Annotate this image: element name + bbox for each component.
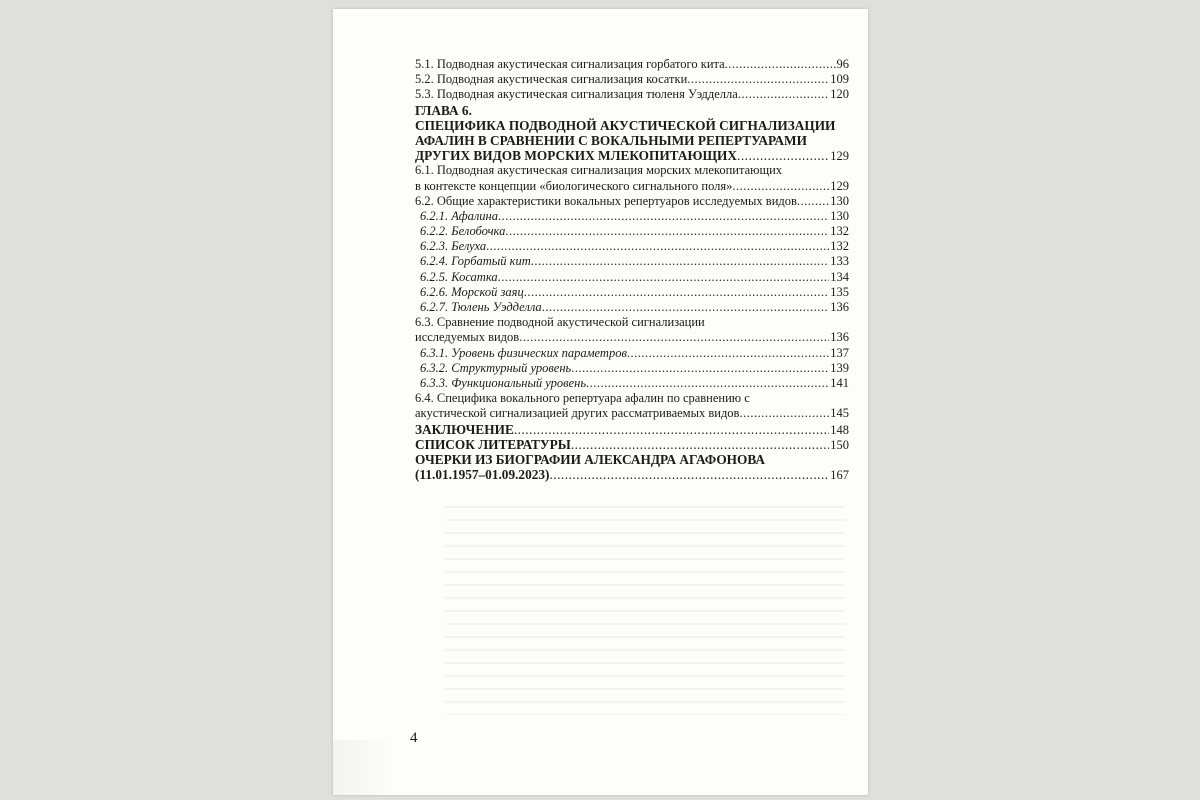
toc-dot-leader [739,406,829,421]
toc-dot-leader [627,346,829,361]
toc-entry-page: 120 [830,87,849,102]
toc-entry-line: 6.3. Сравнение подводной акустической сигнализации [415,315,705,330]
toc-entry [415,270,849,285]
page-edge-shadow [333,740,393,795]
chapter-heading-line: СПЕЦИФИКА ПОДВОДНОЙ АКУСТИЧЕСКОЙ СИГНАЛИЗАЦИИ [415,117,836,133]
toc-dot-leader [498,270,830,285]
toc-entry [415,254,849,269]
toc-dot-leader [738,87,829,102]
toc-entry [415,148,849,163]
toc-entry [415,209,849,224]
toc-entry-title: 6.2.6. Морской заяц [420,284,524,299]
toc-entry [415,239,849,254]
toc-entry-page: 96 [836,57,849,71]
toc-dot-leader [542,300,830,315]
toc-entry-title: 5.3. Подводная акустическая сигнализация тюленя Уэдделла [415,87,738,102]
toc-entry-title: (11.01.1957–01.09.2023) [415,467,550,483]
toc-dot-leader [486,239,829,254]
toc-entry [415,467,849,482]
toc-entry-page: 129 [830,149,849,164]
toc-entry-title: 6.2.7. Тюлень Уэдделла [420,300,542,314]
toc-entry-title: 6.2.4. Горбатый кит [420,254,531,269]
toc-dot-leader [519,330,829,345]
chapter-heading-line: ГЛАВА 6. [415,102,472,118]
toc-entry [415,194,849,209]
toc-entry-title: ЗАКЛЮЧЕНИЕ [415,421,514,437]
toc-dot-leader [737,148,829,163]
toc-entry [415,300,849,315]
toc-entry-page: 132 [830,224,849,239]
bleed-through-text [445,495,845,715]
toc-dot-leader [531,254,830,269]
toc-entry [415,361,849,376]
toc-entry-title: 6.2. Общие характеристики вокальных репертуаров исследуемых видов [415,193,797,208]
toc-entry-title: ДРУГИХ ВИДОВ МОРСКИХ МЛЕКОПИТАЮЩИХ [415,148,738,164]
toc-dot-leader [505,224,829,239]
toc-entry [415,330,849,345]
toc-entry-title: 5.1. Подводная акустическая сигнализация горбатого кита [415,57,725,71]
toc-entry [415,57,849,72]
toc-entry [415,72,849,87]
toc-dot-leader [524,285,830,300]
toc-entry-title: 6.2.2. Белобочка [420,224,506,239]
toc-entry-page: 139 [830,360,849,375]
toc-entry-page: 145 [830,406,849,421]
toc-entry-page: 109 [830,72,849,87]
toc-entry [415,224,849,239]
toc-entry-title: 6.2.3. Белуха [420,239,487,254]
toc-entry-title: 6.2.5. Косатка [420,269,498,284]
toc-entry-title: исследуемых видов [415,330,520,345]
toc-entry-page: 167 [830,468,849,483]
toc-dot-leader [571,437,829,452]
toc-entry-line: ОЧЕРКИ ИЗ БИОГРАФИИ АЛЕКСАНДРА АГАФОНОВА [415,451,766,467]
toc-dot-leader [687,72,829,87]
toc-entry-page: 133 [830,254,849,269]
toc-entry-title: 5.2. Подводная акустическая сигнализация косатки [415,72,688,87]
toc-entry-page: 135 [830,284,849,299]
toc-dot-leader [586,376,829,391]
table-of-contents [415,57,849,482]
toc-entry [415,346,849,361]
toc-entry-title: в контексте концепции «биологического сигнального поля» [415,178,733,193]
toc-entry-page: 134 [830,269,849,284]
toc-entry [415,406,849,421]
toc-entry-title: акустической сигнализацией других рассматриваемых видов [415,406,740,421]
toc-entry-page: 132 [830,239,849,254]
toc-entry-page: 129 [830,178,849,193]
toc-dot-leader [732,179,829,194]
toc-entry [415,285,849,300]
toc-entry-title: 6.3.2. Структурный уровень [420,360,572,375]
toc-entry [415,87,849,102]
chapter-heading-line: АФАЛИН В СРАВНЕНИИ С ВОКАЛЬНЫМИ РЕПЕРТУАРАМИ [415,132,807,148]
toc-entry [415,422,849,437]
toc-dot-leader [498,209,829,224]
toc-dot-leader [514,422,829,437]
toc-dot-leader [549,467,829,482]
toc-entry-line: 6.1. Подводная акустическая сигнализация морских млекопитающих [415,163,783,178]
page-number: 4 [410,730,418,746]
toc-entry-page: 130 [830,208,849,223]
toc-dot-leader [725,57,836,72]
toc-entry-line: 6.4. Специфика вокального репертуара афалин по сравнению с [415,391,750,406]
toc-entry [415,437,849,452]
toc-entry-page: 148 [830,422,849,437]
toc-entry [415,179,849,194]
toc-entry [415,376,849,391]
toc-entry-title: СПИСОК ЛИТЕРАТУРЫ [415,436,571,452]
toc-dot-leader [797,194,829,209]
toc-dot-leader [571,361,829,376]
toc-entry-page: 130 [830,193,849,208]
toc-entry-page: 136 [830,330,849,345]
toc-entry-page: 136 [830,300,849,314]
toc-entry-page: 137 [830,345,849,360]
toc-entry-title: 6.3.3. Функциональный уровень [420,375,587,390]
toc-entry-page: 150 [830,437,849,452]
toc-entry-page: 141 [830,375,849,390]
toc-entry-title: 6.3.1. Уровень физических параметров [420,345,627,360]
toc-entry-title: 6.2.1. Афалина [420,208,498,223]
